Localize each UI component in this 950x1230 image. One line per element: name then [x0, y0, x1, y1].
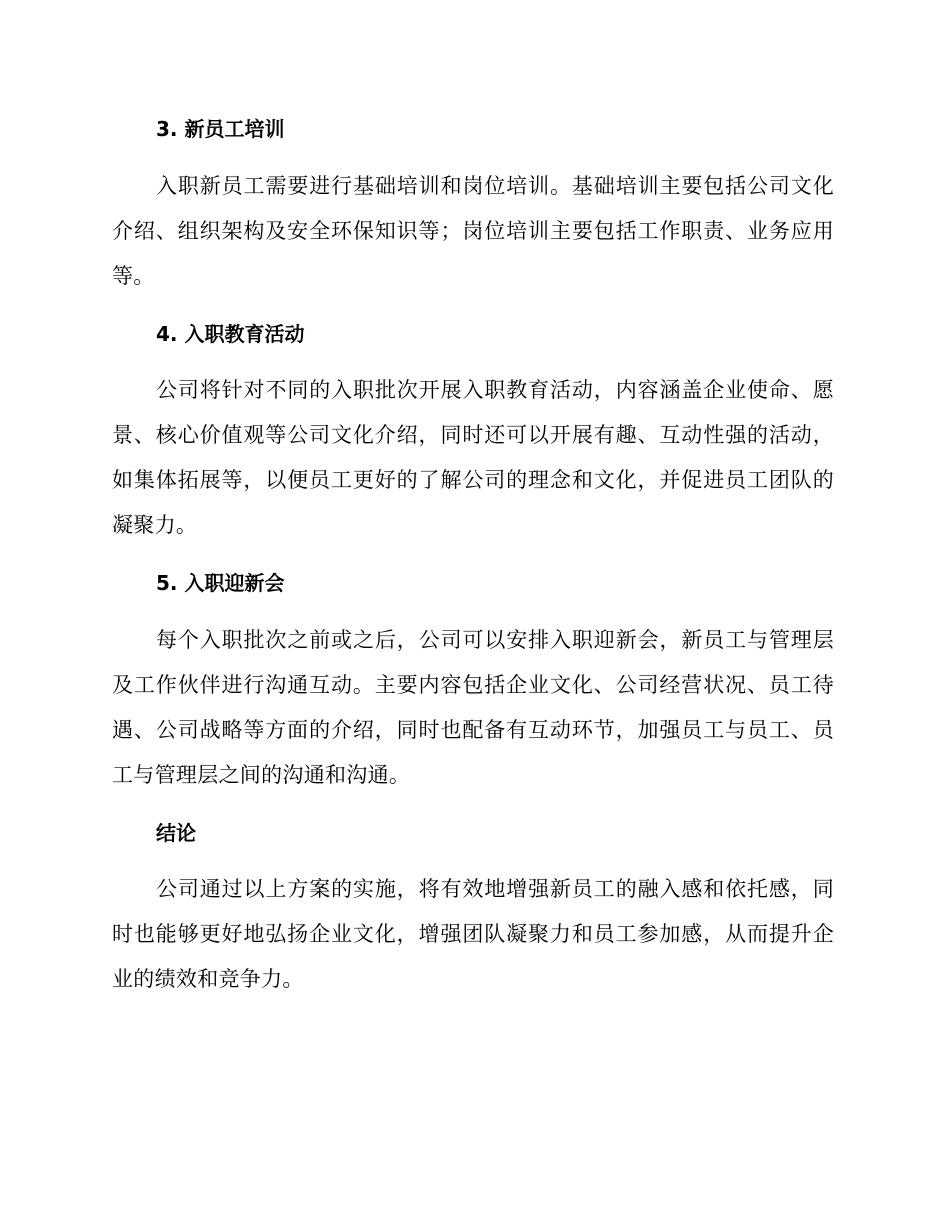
section-body-onboarding-education: 公司将针对不同的入职批次开展入职教育活动，内容涵盖企业使命、愿景、核心价值观等公司文化介绍，同时还可以开展有趣、互动性强的活动，如集体拓展等，以便员工更好的了解公司的理念和文化，并促进员工团队的凝聚力。: [112, 378, 834, 537]
section-heading-welcome-meeting: 5. 入职迎新会: [156, 571, 285, 595]
section-heading-new-employee-training: 3. 新员工培训: [156, 117, 285, 141]
section-body-welcome-meeting: 每个入职批次之前或之后，公司可以安排入职迎新会，新员工与管理层及工作伙伴进行沟通互动。主要内容包括企业文化、公司经营状况、员工待遇、公司战略等方面的介绍，同时也配备有互动环节，加强员工与员工、员工与管理层之间的沟通和沟通。: [112, 628, 834, 787]
section-body-new-employee-training: 入职新员工需要进行基础培训和岗位培训。基础培训主要包括公司文化介绍、组织架构及安全环保知识等；岗位培训主要包括工作职责、业务应用等。: [112, 174, 834, 288]
section-heading-onboarding-education: 4. 入职教育活动: [156, 322, 305, 346]
section-body-conclusion: 公司通过以上方案的实施，将有效地增强新员工的融入感和依托感，同时也能够更好地弘扬企业文化，增强团队凝聚力和员工参加感，从而提升企业的绩效和竞争力。: [112, 877, 834, 991]
section-heading-conclusion: 结论: [156, 821, 196, 845]
